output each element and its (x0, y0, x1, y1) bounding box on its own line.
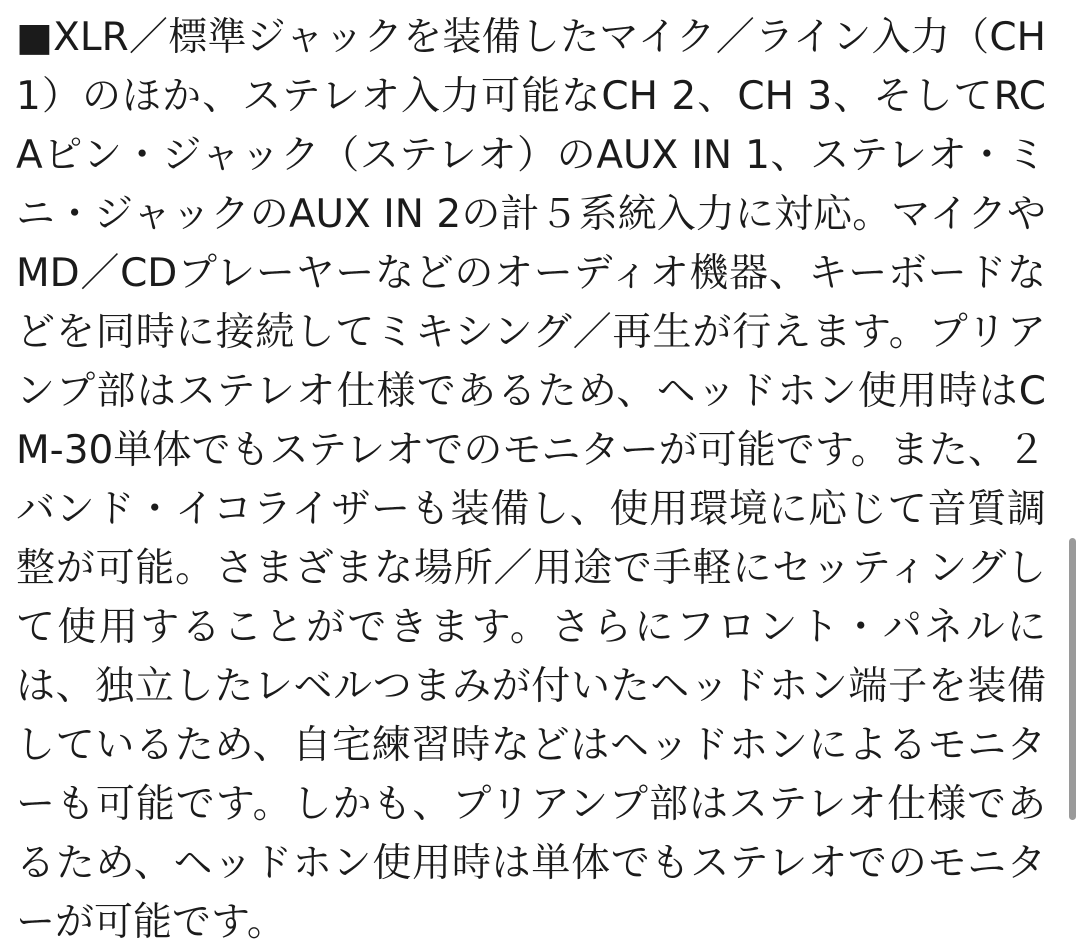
article-body-text: ■XLR／標準ジャックを装備したマイク／ライン入力（CH 1）のほか、ステレオ入力可能なCH 2、CH 3、そしてRCAピン・ジャック（ステレオ）のAUX IN 1、ステレオ・ミニ・ジャックのAUX IN 2の計５系統入力に対応。マイクやMD／CDプレーヤーなどのオーディオ機器、キーボードなどを同時に接続してミキシング／再生が行えます。プリアンプ部はステレオ仕様であるため、ヘッドホン使用時はCM-30単体でもステレオでのモニターが可能です。また、２バンド・イコライザーも装備し、使用環境に応じて音質調整が可能。さまざまな場所／用途で手軽にセッティングして使用することができます。さらにフロント・パネルには、独立したレベルつまみが付いたヘッドホン端子を装備しているため、自宅練習時などはヘッドホンによるモニターも可能です。しかも、プリアンプ部はステレオ仕様であるため、ヘッドホン使用時は単体でもステレオでのモニターが可能です。 (16, 15, 1046, 945)
vertical-scrollbar-thumb[interactable] (1069, 538, 1076, 820)
